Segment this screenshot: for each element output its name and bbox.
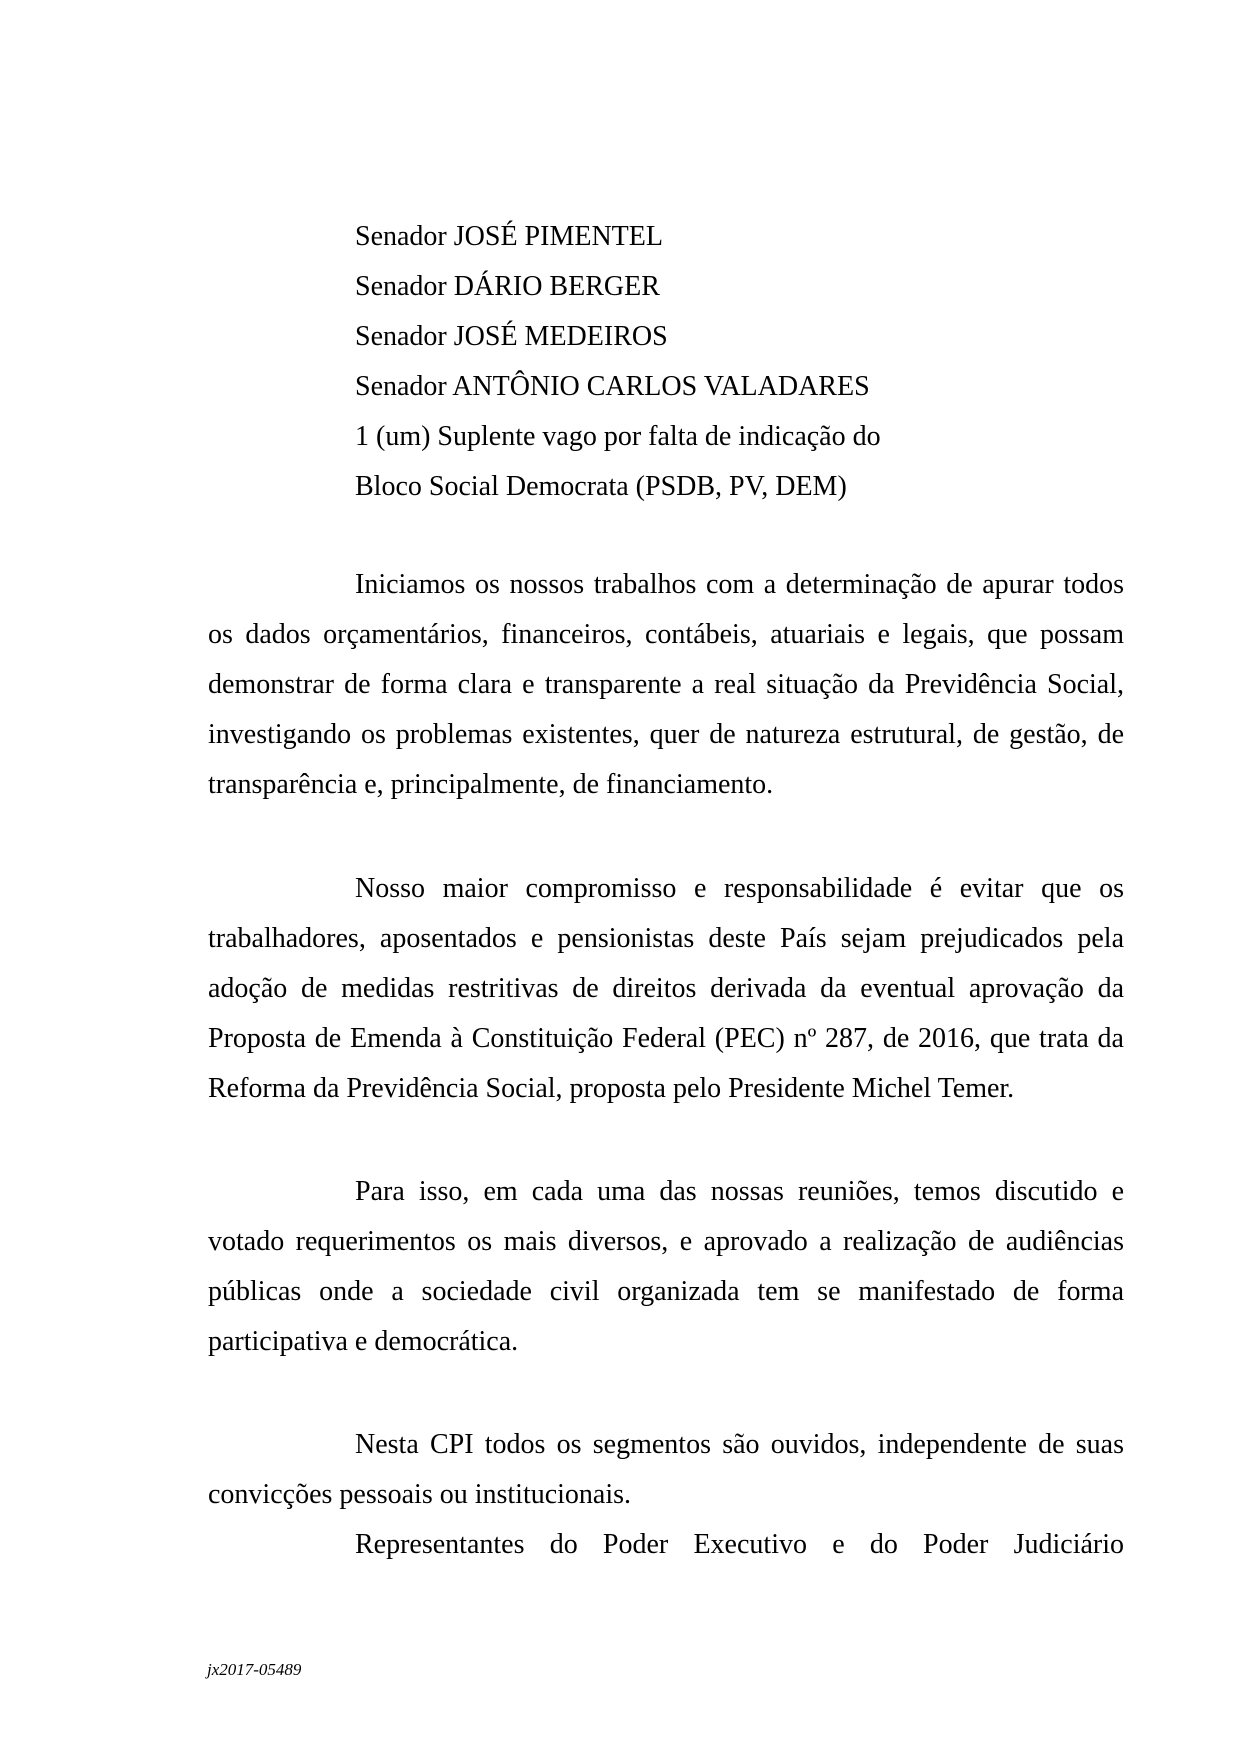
body-paragraph: Nosso maior compromisso e responsabilidade é evitar que os trabalhadores, aposentados e pensionistas deste País sejam prejudicados pela adoção de medidas restritivas de direitos derivada da eventual aprovação da Proposta de Emenda à Constituição Federal (PEC) nº 287, de 2016, que trata da Reforma da Previdência Social, proposta pelo Presidente Michel Temer. (208, 873, 1124, 1104)
body-paragraph: Para isso, em cada uma das nossas reuniões, temos discutido e votado requerimentos os mais diversos, e aprovado a realização de audiências públicas onde a sociedade civil organizada tem se manifestado de forma participativa e democrática. (208, 1176, 1124, 1357)
member-item: Senador JOSÉ PIMENTEL (355, 221, 663, 252)
body-paragraph: Iniciamos os nossos trabalhos com a determinação de apurar todos os dados orçamentários, financeiros, contábeis, atuariais e legais, que possam demonstrar de forma clara e transparente a real situação da Previdência Social, investigando os problemas existentes, quer de natureza estrutural, de gestão, de transparência e, principalmente, de financiamento. (208, 569, 1124, 800)
document-code: jx2017-05489 (207, 1660, 302, 1679)
member-item: Senador DÁRIO BERGER (355, 271, 660, 302)
member-item: Senador JOSÉ MEDEIROS (355, 321, 668, 352)
body-paragraph: Nesta CPI todos os segmentos são ouvidos, independente de suas convicções pessoais ou institucionais. (208, 1429, 1124, 1510)
member-item: 1 (um) Suplente vago por falta de indicação do (355, 421, 881, 452)
body-paragraph: Representantes do Poder Executivo e do Poder Judiciário (355, 1529, 1124, 1560)
committee-member-list (355, 212, 881, 512)
member-item: Bloco Social Democrata (PSDB, PV, DEM) (355, 471, 847, 502)
member-item: Senador ANTÔNIO CARLOS VALADARES (355, 371, 870, 402)
